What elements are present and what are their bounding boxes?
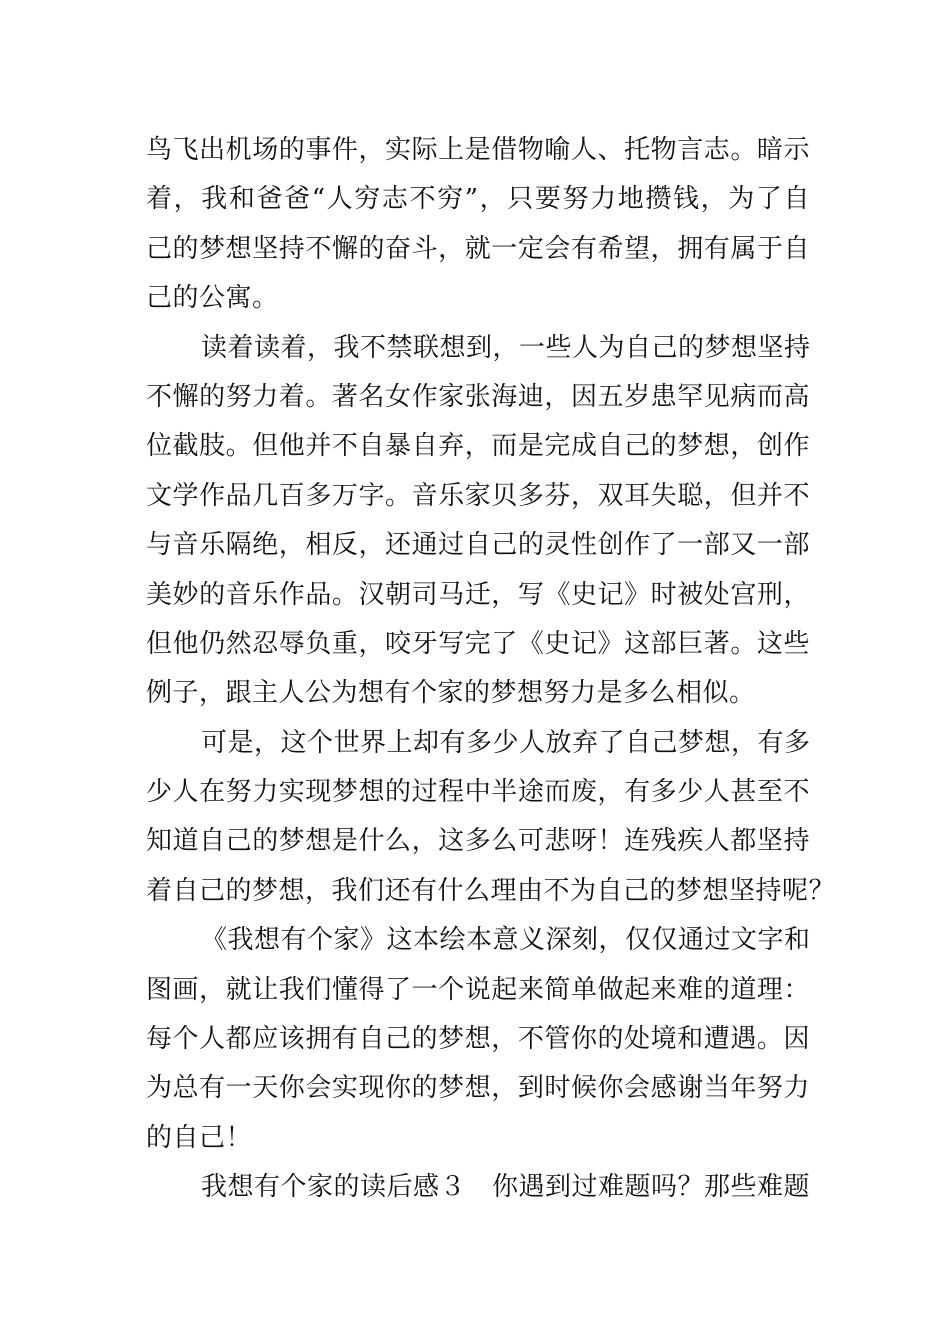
paragraph-line: 图画，就让我们懂得了一个说起来简单做起来难的道理： bbox=[146, 974, 810, 1005]
paragraph-line: 每个人都应该拥有自己的梦想，不管你的处境和遭遇。因 bbox=[146, 1024, 810, 1055]
body-text bbox=[146, 126, 836, 1213]
paragraph-line: 文学作品几百多万字。音乐家贝多芬，双耳失聪，但并不 bbox=[146, 480, 810, 511]
paragraph-line: 但他仍然忍辱负重，咬牙写完了《史记》这部巨著。这些 bbox=[146, 628, 810, 659]
paragraph-line: 的自己！ bbox=[146, 1122, 253, 1153]
paragraph-line: 位截肢。但他并不自暴自弃，而是完成自己的梦想，创作 bbox=[146, 431, 810, 462]
section-continuation-text: 你遇到过难题吗？那些难题 bbox=[491, 1172, 810, 1203]
paragraph-line: 美妙的音乐作品。汉朝司马迁，写《史记》时被处宫刑， bbox=[146, 579, 810, 610]
paragraph-line: 与音乐隔绝，相反，还通过自己的灵性创作了一部又一部 bbox=[146, 530, 810, 561]
paragraph-line: 知道自己的梦想是什么，这多么可悲呀！连残疾人都坚持 bbox=[146, 826, 810, 857]
paragraph-line: 不懈的努力着。著名女作家张海迪，因五岁患罕见病而高 bbox=[146, 381, 810, 412]
section-heading-line bbox=[146, 1163, 810, 1212]
paragraph-line: 鸟飞出机场的事件，实际上是借物喻人、托物言志。暗示 bbox=[146, 135, 810, 165]
paragraph-line: 少人在努力实现梦想的过程中半途而废，有多少人甚至不 bbox=[146, 777, 810, 808]
paragraph-line: 己的梦想坚持不懈的奋斗，就一定会有希望，拥有属于自 bbox=[146, 233, 810, 264]
section-title: 我想有个家的读后感３ bbox=[201, 1172, 467, 1203]
paragraph-line: 为总有一天你会实现你的梦想，到时候你会感谢当年努力 bbox=[146, 1073, 810, 1104]
paragraph-line: 着自己的梦想，我们还有什么理由不为自己的梦想坚持呢？ bbox=[146, 875, 836, 906]
paragraph-line: 己的公寓。 bbox=[146, 283, 279, 314]
paragraph-line: 可是，这个世界上却有多少人放弃了自己梦想，有多 bbox=[201, 727, 811, 758]
paragraph-line: 例子，跟主人公为想有个家的梦想努力是多么相似。 bbox=[146, 678, 756, 709]
paragraph-line: 着，我和爸爸“人穷志不穷”，只要努力地攒钱，为了自 bbox=[146, 184, 810, 215]
paragraph-line: 《我想有个家》这本绘本意义深刻，仅仅通过文字和 bbox=[201, 925, 811, 956]
paragraph-line: 读着读着，我不禁联想到，一些人为自己的梦想坚持 bbox=[201, 332, 811, 363]
